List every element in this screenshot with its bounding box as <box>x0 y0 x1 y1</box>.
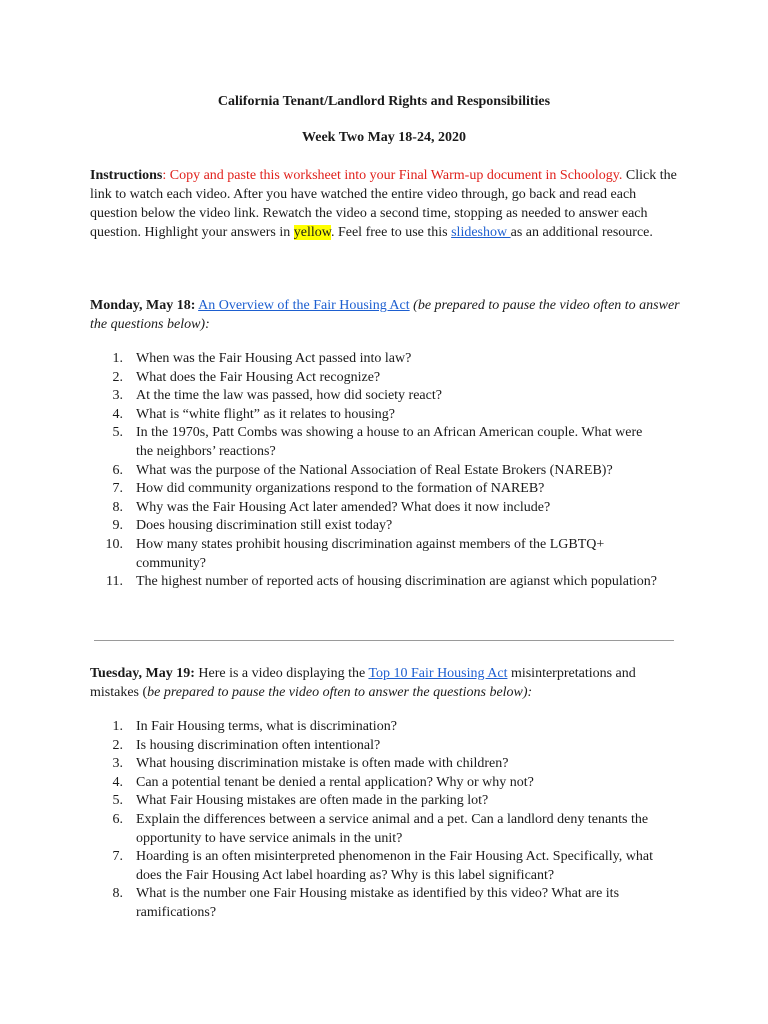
question-item <box>90 480 660 499</box>
tuesday-video-link[interactable]: Top 10 Fair Housing Act <box>368 666 508 681</box>
question-text: Explain the differences between a service animal and a pet. Can a landlord deny tenants the opportunity to have service animals in the unit? <box>136 811 649 846</box>
instructions-red-text: Copy and paste this worksheet into your Final Warm-up document in Schoology. <box>166 168 623 183</box>
question-item <box>90 774 660 793</box>
week-heading: Week Two May 18-24, 2020 <box>302 130 466 145</box>
monday-note: (be prepared to pause the video often to answer the questions below): <box>90 298 680 332</box>
question-item <box>90 517 660 536</box>
tuesday-question-list <box>90 718 660 923</box>
question-item <box>90 499 660 518</box>
slideshow-link[interactable]: slideshow <box>451 225 511 240</box>
question-text: The highest number of reported acts of housing discrimination are agianst which population? <box>136 574 657 590</box>
question-text: In Fair Housing terms, what is discrimination? <box>136 719 397 734</box>
tuesday-note: be prepared to pause the video often to answer the questions below): <box>147 685 533 700</box>
question-number: 5. <box>112 425 123 441</box>
monday-day-label: Monday, May 18: <box>90 298 196 313</box>
tuesday-heading <box>90 664 680 702</box>
question-text: What does the Fair Housing Act recognize? <box>136 369 381 385</box>
question-text: Is housing discrimination often intentional? <box>136 737 381 753</box>
question-item <box>90 848 660 885</box>
question-item <box>90 536 660 573</box>
question-item <box>90 755 660 774</box>
question-text: In the 1970s, Patt Combs was showing a house to an African American couple. What were the neighbors’ reactions? <box>136 425 643 459</box>
document-title: California Tenant/Landlord Rights and Responsibilities <box>217 94 551 109</box>
question-item <box>90 737 660 756</box>
question-number: 9. <box>112 518 123 534</box>
instructions-text-3: as an additional resource. <box>510 225 653 240</box>
question-text: How did community organizations respond to the formation of NAREB? <box>136 481 545 497</box>
monday-video-link[interactable]: An Overview of the Fair Housing Act <box>198 298 410 313</box>
question-number: 3. <box>112 756 123 772</box>
question-text: Does housing discrimination still exist today? <box>136 518 393 534</box>
question-item <box>90 885 660 922</box>
question-number: 10. <box>105 536 123 552</box>
question-item <box>90 811 660 848</box>
question-text: At the time the law was passed, how did society react? <box>136 388 442 404</box>
question-text: When was the Fair Housing Act passed into law? <box>136 351 412 366</box>
question-text: What Fair Housing mistakes are often made in the parking lot? <box>136 793 489 809</box>
question-item <box>90 406 660 425</box>
question-number: 1. <box>112 351 123 366</box>
question-text: What housing discrimination mistake is often made with children? <box>136 756 509 772</box>
question-item <box>90 424 660 461</box>
question-number: 4. <box>112 774 123 790</box>
section-divider <box>94 640 674 641</box>
instructions-colon: : <box>162 168 167 183</box>
question-number: 8. <box>112 886 123 902</box>
question-text: Can a potential tenant be denied a rental application? Why or why not? <box>136 774 534 790</box>
question-number: 2. <box>112 737 123 753</box>
question-number: 3. <box>112 388 123 404</box>
question-number: 2. <box>112 369 123 385</box>
question-number: 11. <box>106 574 123 590</box>
question-number: 4. <box>112 406 123 422</box>
tuesday-intro-2: misinterpretations and mistakes ( <box>90 666 636 700</box>
tuesday-intro: Here is a video displaying the <box>194 666 369 681</box>
question-number: 6. <box>112 811 123 827</box>
question-number: 5. <box>112 793 123 809</box>
question-number: 7. <box>112 481 123 497</box>
instructions-text-2: . Feel free to use this <box>330 225 452 240</box>
question-number: 6. <box>112 462 123 478</box>
question-item <box>90 387 660 406</box>
question-text: Why was the Fair Housing Act later amended? What does it now include? <box>136 499 551 515</box>
monday-question-list <box>90 350 660 592</box>
question-number: 8. <box>112 499 123 515</box>
question-number: 1. <box>112 719 123 734</box>
question-text: Hoarding is an often misinterpreted phenomenon in the Fair Housing Act. Specifically, what does the Fair Housing Act label hoarding as? Why is this label significant? <box>136 849 653 883</box>
question-number: 7. <box>112 849 123 865</box>
highlight-yellow-word: yellow <box>293 225 331 240</box>
question-item <box>90 462 660 481</box>
monday-heading <box>90 296 680 334</box>
instructions-text: Click the link to watch each video. After you have watched the entire video through, go back and read each question below the video link. Rewatch the video a second time, stopping as needed to answer each question. Highlight your answers in <box>90 168 677 240</box>
question-item <box>90 792 660 811</box>
question-item <box>90 573 660 592</box>
tuesday-day-label: Tuesday, May 19: <box>90 666 195 681</box>
question-text: How many states prohibit housing discrimination against members of the LGBTQ+ community? <box>136 536 605 571</box>
question-text: What was the purpose of the National Association of Real Estate Brokers (NAREB)? <box>136 462 613 478</box>
instructions-paragraph <box>90 166 680 242</box>
question-text: What is “white flight” as it relates to housing? <box>136 406 395 422</box>
question-item <box>90 350 660 369</box>
question-item <box>90 718 660 737</box>
question-text: What is the number one Fair Housing mistake as identified by this video? What are its ramifications? <box>136 886 620 920</box>
question-item <box>90 369 660 388</box>
instructions-label: Instructions <box>90 168 163 183</box>
